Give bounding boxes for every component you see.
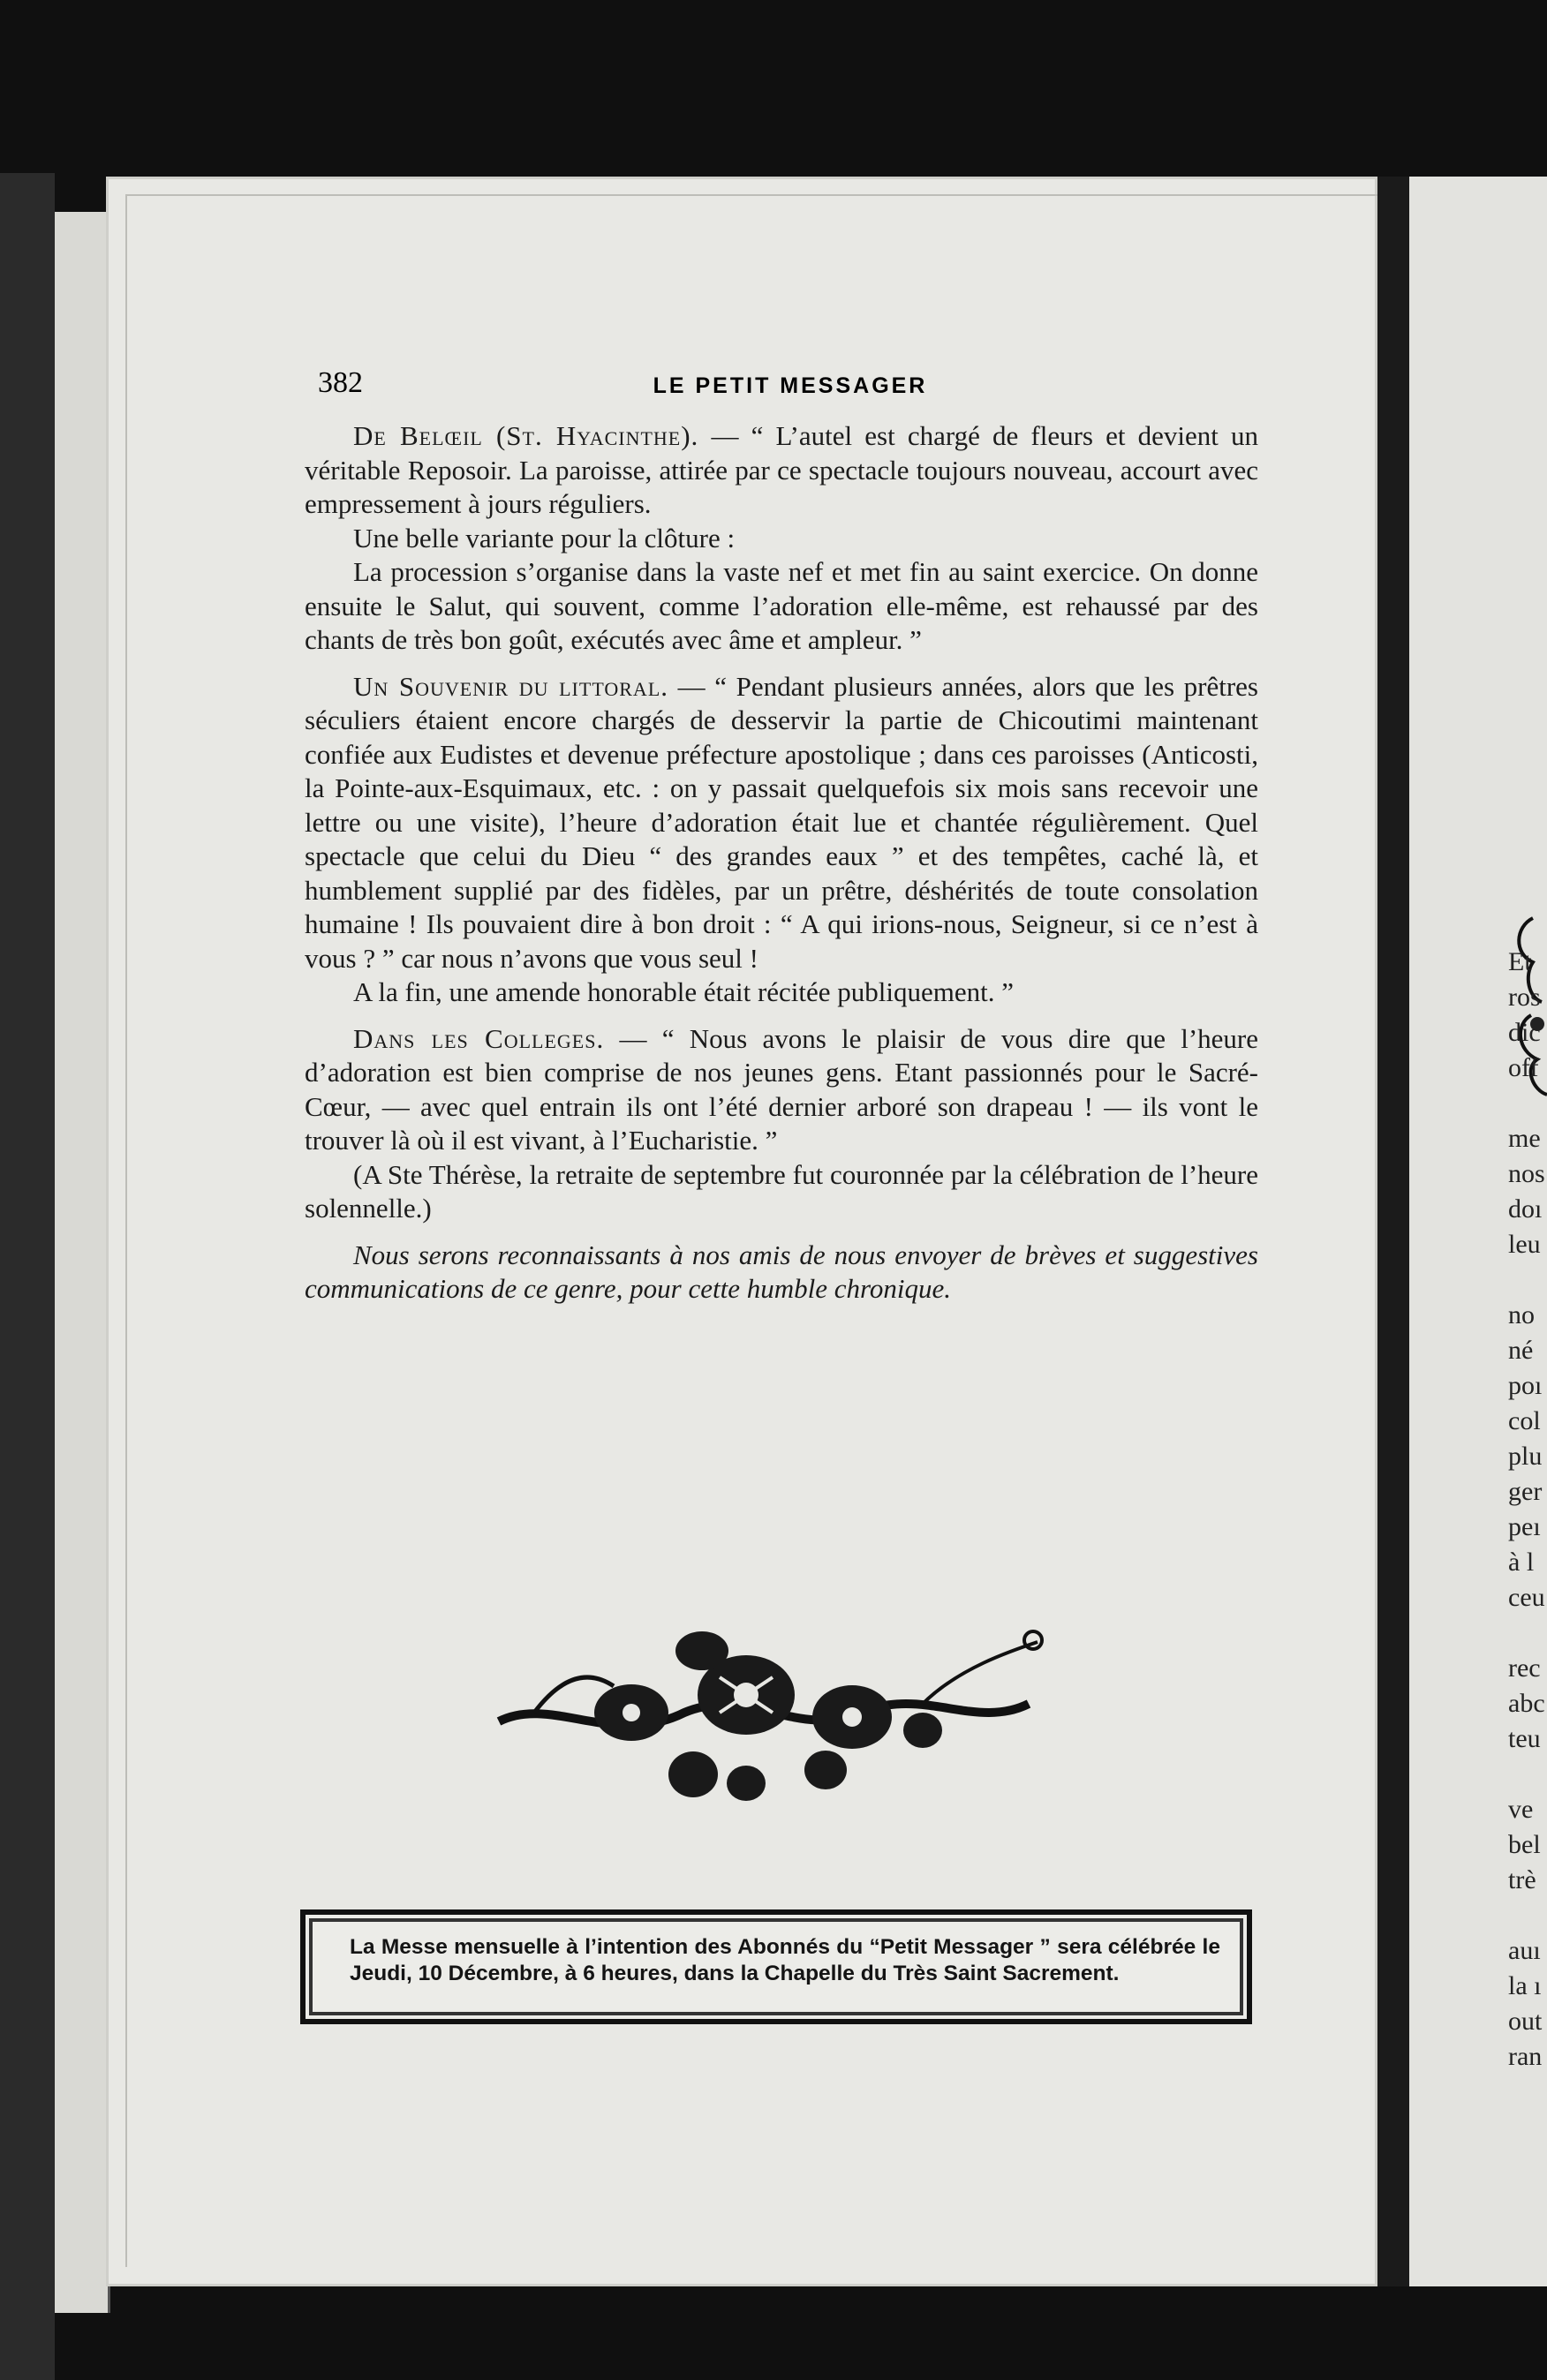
paragraph: A la fin, une amende honorable était récitée publiquement. ” bbox=[353, 976, 1015, 1007]
right-line: leu bbox=[1508, 1230, 1541, 1259]
book-cover-edge bbox=[55, 212, 110, 2313]
right-line: dic bbox=[1508, 1018, 1541, 1047]
section-lead: Dans les Colleges. bbox=[353, 1022, 605, 1054]
right-line: col bbox=[1508, 1406, 1541, 1435]
section-lead: Un Souvenir du littoral. bbox=[353, 670, 669, 702]
right-line: trè bbox=[1508, 1865, 1536, 1894]
right-line bbox=[1508, 1086, 1547, 1121]
right-line bbox=[1508, 1262, 1547, 1298]
article-body bbox=[305, 419, 1258, 1307]
right-line: né bbox=[1508, 1336, 1534, 1365]
right-line: auı bbox=[1508, 1936, 1541, 1965]
book-spine-edge bbox=[0, 173, 55, 2380]
paragraph: (A Ste Thérèse, la retraite de septembre fut couronnée par la célébration de l’heure solennelle.) bbox=[305, 1158, 1258, 1224]
right-line: out bbox=[1508, 2007, 1543, 2036]
right-line: poı bbox=[1508, 1371, 1543, 1400]
right-line: ve bbox=[1508, 1795, 1534, 1824]
notice-text: La Messe mensuelle à l’intention des Abonnés du “Petit Messager ” sera célébrée le Jeudi, 10 Décembre, à 6 heures, dans la Chapelle du Très Saint Sacrement. bbox=[350, 1935, 1220, 1985]
right-line: nos bbox=[1508, 1159, 1545, 1188]
right-line: ros bbox=[1508, 983, 1541, 1012]
paragraph-text: — “ Pendant plusieurs années, alors que les prêtres séculiers étaient encore chargés de desservir la partie de Chicoutimi maintenant confiée aux Eudistes et devenue préfecture apostolique ; dans ces paroisses (Anticosti, la Pointe-aux-Esquimaux, etc. : on y passait quelquefois six mois sans recevoir une lettre ou une visite), l’heure d’adoration était lue et chantée régulièrement. Quel spectacle que celui du Dieu “ des grandes eaux ” et des tempêtes, caché là, et humblement supplié par des fidèles, par un prêtre, déshérités de toute consolation humaine ! Ils pouvaient dire à bon droit : “ A qui irions-nous, Seigneur, si ce n’est à vous ? ” car nous n’avons que vous seul ! bbox=[305, 670, 1258, 974]
right-line: doı bbox=[1508, 1194, 1543, 1224]
right-line: bel bbox=[1508, 1830, 1541, 1859]
right-line: ger bbox=[1508, 1477, 1543, 1506]
right-line: ran bbox=[1508, 2042, 1543, 2071]
book-gutter bbox=[1377, 177, 1409, 2286]
right-line: peı bbox=[1508, 1512, 1541, 1541]
paragraph: La procession s’organise dans la vaste nef et met fin au saint exercice. On donne ensuite le Salut, qui souvent, comme l’adoration elle-même, est rehaussé par des chants de très bon goût, exécutés avec âme et ampleur. ” bbox=[305, 556, 1258, 655]
section-lead: De Belœil (St. Hyacinthe). bbox=[353, 420, 699, 451]
right-line: me bbox=[1508, 1124, 1541, 1153]
right-line: la ı bbox=[1508, 1971, 1542, 2000]
right-line bbox=[1508, 1616, 1547, 1651]
right-line: ceu bbox=[1508, 1583, 1545, 1612]
right-line bbox=[1508, 1757, 1547, 1792]
paragraph-littoral bbox=[305, 670, 1258, 976]
right-line: Et bbox=[1508, 947, 1532, 976]
right-page-fragment bbox=[1409, 177, 1547, 2286]
paragraph-text: — “ Nous avons le plaisir de vous dire que l’heure d’adoration est bien comprise de nos jeunes gens. Etant passionnés pour le Sacré-Cœur, — avec quel entrain ils ont l’été dernier arboré son drapeau ! — ils vont le trouver là où il est vivant, à l’Eucharistie. ” bbox=[305, 1022, 1258, 1156]
right-line: à l bbox=[1508, 1548, 1535, 1577]
right-line bbox=[1508, 1898, 1547, 1933]
paragraph-beloeil bbox=[305, 419, 1258, 522]
running-head: LE PETIT MESSAGER bbox=[653, 373, 928, 398]
notice-box bbox=[300, 1909, 1252, 2024]
page-number: 382 bbox=[318, 366, 363, 399]
right-line: rec bbox=[1508, 1653, 1541, 1683]
floral-vine-ornament-icon bbox=[481, 1616, 1064, 1819]
right-line: off bbox=[1508, 1053, 1539, 1082]
paragraph: Une belle variante pour la clôture : bbox=[353, 522, 736, 554]
right-line: teu bbox=[1508, 1724, 1541, 1753]
page-header bbox=[318, 366, 1263, 409]
right-line: abc bbox=[1508, 1689, 1545, 1718]
closing-note: Nous serons reconnaissants à nos amis de nous envoyer de brèves et suggestives communications de ce genre, pour cette humble chronique. bbox=[305, 1239, 1258, 1304]
paragraph-text: — “ L’autel est chargé de fleurs et devient un véritable Reposoir. La paroisse, attirée par ce spectacle toujours nouveau, accourt avec empressement à jours réguliers. bbox=[305, 420, 1258, 519]
right-page-text-fragments bbox=[1508, 945, 1547, 2075]
paragraph-colleges bbox=[305, 1022, 1258, 1158]
right-line: no bbox=[1508, 1300, 1535, 1329]
right-line: plu bbox=[1508, 1442, 1543, 1471]
